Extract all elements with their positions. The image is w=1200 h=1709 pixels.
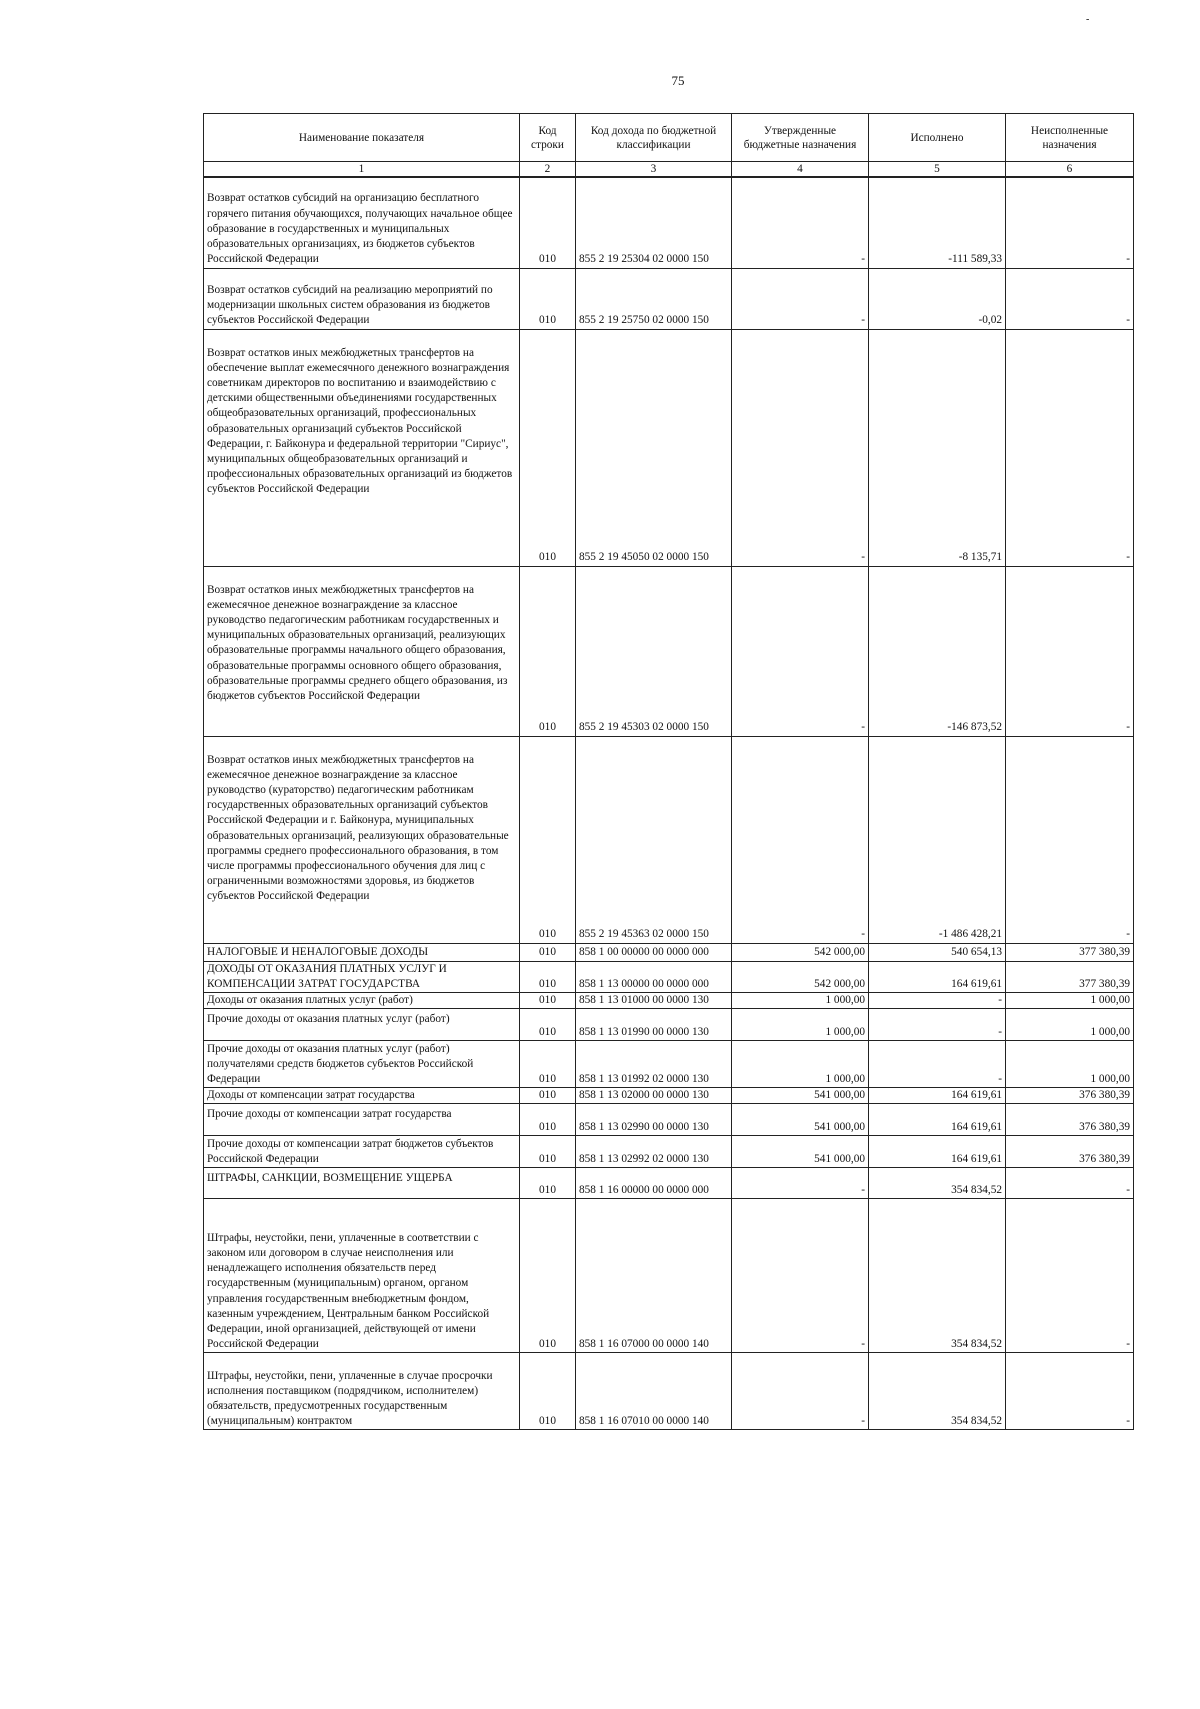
approved-amount: - [732, 268, 869, 329]
row-code: 010 [520, 177, 576, 268]
budget-code: 858 1 13 02000 00 0000 130 [576, 1088, 732, 1104]
approved-amount: 1 000,00 [732, 1009, 869, 1041]
row-name: ШТРАФЫ, САНКЦИИ, ВОЗМЕЩЕНИЕ УЩЕРБА [204, 1168, 520, 1199]
approved-amount: 1 000,00 [732, 992, 869, 1008]
column-number: 5 [869, 162, 1006, 178]
unexecuted-amount: - [1006, 1199, 1134, 1353]
approved-amount: 541 000,00 [732, 1104, 869, 1136]
column-number: 4 [732, 162, 869, 178]
row-name: Прочие доходы от оказания платных услуг (работ) получателями средств бюджетов субъектов Российской Федерации [204, 1041, 520, 1088]
executed-amount: 164 619,61 [869, 1136, 1006, 1168]
column-number: 1 [204, 162, 520, 178]
unexecuted-amount: 1 000,00 [1006, 1041, 1134, 1088]
executed-amount: - [869, 1041, 1006, 1088]
table-row [204, 177, 1134, 268]
row-name: Прочие доходы от оказания платных услуг (работ) [204, 1009, 520, 1041]
unexecuted-amount: 376 380,39 [1006, 1088, 1134, 1104]
budget-code: 858 1 13 01000 00 0000 130 [576, 992, 732, 1008]
table-row [204, 1088, 1134, 1104]
executed-amount: 354 834,52 [869, 1353, 1006, 1430]
executed-amount: 164 619,61 [869, 961, 1006, 992]
table-row [204, 992, 1134, 1008]
row-code: 010 [520, 1104, 576, 1136]
approved-amount: - [732, 566, 869, 736]
header-executed: Исполнено [869, 114, 1006, 162]
executed-amount: 354 834,52 [869, 1199, 1006, 1353]
unexecuted-amount: 377 380,39 [1006, 961, 1134, 992]
row-name: ДОХОДЫ ОТ ОКАЗАНИЯ ПЛАТНЫХ УСЛУГ И КОМПЕНСАЦИИ ЗАТРАТ ГОСУДАРСТВА [204, 961, 520, 992]
row-code: 010 [520, 1136, 576, 1168]
executed-amount: 540 654,13 [869, 943, 1006, 961]
budget-code: 855 2 19 45303 02 0000 150 [576, 566, 732, 736]
unexecuted-amount: - [1006, 1168, 1134, 1199]
row-code: 010 [520, 329, 576, 566]
table-row [204, 1041, 1134, 1088]
unexecuted-amount: - [1006, 736, 1134, 943]
approved-amount: 542 000,00 [732, 961, 869, 992]
row-name: Возврат остатков иных межбюджетных трансфертов на ежемесячное денежное вознаграждение за классное руководство (кураторство) педагогическим работникам государственных образовательных организаций субъектов Российской Федерации и г. Байконура, муниципальных образовательных организаций, реализующих образовательные программы среднего профессионального образования, в том числе программы профессионального обучения для лиц с ограниченными возможностями здоровья, из бюджетов субъектов Российской Федерации [204, 736, 520, 943]
table-row [204, 1168, 1134, 1199]
row-name: Возврат остатков субсидий на организацию бесплатного горячего питания обучающихся, получающих начальное общее образование в государственных и муниципальных образовательных организациях, из бюджетов субъектов Российской Федерации [204, 177, 520, 268]
budget-code: 855 2 19 25750 02 0000 150 [576, 268, 732, 329]
table-row [204, 329, 1134, 566]
table-row [204, 736, 1134, 943]
row-name: Доходы от компенсации затрат государства [204, 1088, 520, 1104]
unexecuted-amount: 1 000,00 [1006, 1009, 1134, 1041]
row-name: Штрафы, неустойки, пени, уплаченные в соответствии с законом или договором в случае неисполнения или ненадлежащего исполнения обязательств перед государственным (муниципальным) органом, органом управления государственным внебюджетным фондом, казенным учреждением, Центральным банком Российской Федерации, иной организацией, действующей от имени Российской Федерации [204, 1199, 520, 1353]
page-number: 75 [671, 73, 685, 88]
executed-amount: -111 589,33 [869, 177, 1006, 268]
unexecuted-amount: 376 380,39 [1006, 1136, 1134, 1168]
row-name: Штрафы, неустойки, пени, уплаченные в случае просрочки исполнения поставщиком (подрядчиком, исполнителем) обязательств, предусмотренных государственным (муниципальным) контрактом [204, 1353, 520, 1430]
header-row [204, 114, 1134, 162]
row-name: НАЛОГОВЫЕ И НЕНАЛОГОВЫЕ ДОХОДЫ [204, 943, 520, 961]
table-row [204, 1009, 1134, 1041]
approved-amount: - [732, 736, 869, 943]
approved-amount: - [732, 1353, 869, 1430]
corner-mark: - [1086, 14, 1090, 25]
column-number: 6 [1006, 162, 1134, 178]
table-row [204, 1136, 1134, 1168]
budget-execution-table [203, 113, 1134, 1430]
table-row [204, 943, 1134, 961]
approved-amount: 541 000,00 [732, 1136, 869, 1168]
budget-code: 858 1 13 02990 00 0000 130 [576, 1104, 732, 1136]
table-row [204, 1353, 1134, 1430]
row-code: 010 [520, 566, 576, 736]
unexecuted-amount: - [1006, 566, 1134, 736]
row-code: 010 [520, 268, 576, 329]
column-number-row [204, 162, 1134, 178]
executed-amount: -0,02 [869, 268, 1006, 329]
executed-amount: -146 873,52 [869, 566, 1006, 736]
budget-code: 855 2 19 25304 02 0000 150 [576, 177, 732, 268]
budget-code: 858 1 00 00000 00 0000 000 [576, 943, 732, 961]
executed-amount: 164 619,61 [869, 1088, 1006, 1104]
row-name: Возврат остатков иных межбюджетных трансфертов на ежемесячное денежное вознаграждение за классное руководство педагогическим работникам государственных и муниципальных образовательных организаций, реализующих образовательные программы начального общего образования, образовательные программы основного общего образования, образовательные программы среднего общего образования, из бюджетов субъектов Российской Федерации [204, 566, 520, 736]
row-name: Прочие доходы от компенсации затрат государства [204, 1104, 520, 1136]
approved-amount: - [732, 1168, 869, 1199]
header-unexecuted: Неисполненные назначения [1006, 114, 1134, 162]
executed-amount: - [869, 1009, 1006, 1041]
budget-code: 858 1 13 01992 02 0000 130 [576, 1041, 732, 1088]
budget-code: 858 1 16 07010 00 0000 140 [576, 1353, 732, 1430]
executed-amount: - [869, 992, 1006, 1008]
row-code: 010 [520, 1168, 576, 1199]
row-code: 010 [520, 943, 576, 961]
table-row [204, 1199, 1134, 1353]
executed-amount: -8 135,71 [869, 329, 1006, 566]
approved-amount: - [732, 177, 869, 268]
unexecuted-amount: - [1006, 1353, 1134, 1430]
row-code: 010 [520, 961, 576, 992]
unexecuted-amount: - [1006, 268, 1134, 329]
budget-code: 858 1 13 01990 00 0000 130 [576, 1009, 732, 1041]
budget-code: 855 2 19 45363 02 0000 150 [576, 736, 732, 943]
row-code: 010 [520, 1088, 576, 1104]
approved-amount: 541 000,00 [732, 1088, 869, 1104]
header-budget-code: Код дохода по бюджетной классификации [576, 114, 732, 162]
row-code: 010 [520, 992, 576, 1008]
table-row [204, 566, 1134, 736]
row-name: Прочие доходы от компенсации затрат бюджетов субъектов Российской Федерации [204, 1136, 520, 1168]
row-code: 010 [520, 1041, 576, 1088]
budget-code: 858 1 13 00000 00 0000 000 [576, 961, 732, 992]
budget-code: 855 2 19 45050 02 0000 150 [576, 329, 732, 566]
executed-amount: 354 834,52 [869, 1168, 1006, 1199]
table-row [204, 1104, 1134, 1136]
header-approved: Утвержденные бюджетные назначения [732, 114, 869, 162]
approved-amount: 1 000,00 [732, 1041, 869, 1088]
approved-amount: - [732, 329, 869, 566]
header-name: Наименование показателя [204, 114, 520, 162]
table-row [204, 961, 1134, 992]
unexecuted-amount: 377 380,39 [1006, 943, 1134, 961]
header-row-code: Код строки [520, 114, 576, 162]
budget-code: 858 1 16 00000 00 0000 000 [576, 1168, 732, 1199]
table-row [204, 268, 1134, 329]
unexecuted-amount: 1 000,00 [1006, 992, 1134, 1008]
unexecuted-amount: - [1006, 177, 1134, 268]
row-name: Доходы от оказания платных услуг (работ) [204, 992, 520, 1008]
row-name: Возврат остатков субсидий на реализацию мероприятий по модернизации школьных систем образования из бюджетов субъектов Российской Федерации [204, 268, 520, 329]
budget-code: 858 1 13 02992 02 0000 130 [576, 1136, 732, 1168]
row-code: 010 [520, 1009, 576, 1041]
row-code: 010 [520, 736, 576, 943]
unexecuted-amount: - [1006, 329, 1134, 566]
column-number: 3 [576, 162, 732, 178]
approved-amount: - [732, 1199, 869, 1353]
executed-amount: -1 486 428,21 [869, 736, 1006, 943]
column-number: 2 [520, 162, 576, 178]
approved-amount: 542 000,00 [732, 943, 869, 961]
budget-code: 858 1 16 07000 00 0000 140 [576, 1199, 732, 1353]
row-code: 010 [520, 1353, 576, 1430]
row-code: 010 [520, 1199, 576, 1353]
row-name: Возврат остатков иных межбюджетных трансфертов на обеспечение выплат ежемесячного денежного вознаграждения советникам директоров по воспитанию и взаимодействию с детскими общественными объединениями государственных общеобразовательных организаций, профессиональных образовательных организаций субъектов Российской Федерации, г. Байконура и федеральной территории "Сириус", муниципальных общеобразовательных организаций и профессиональных образовательных организаций из бюджетов субъектов Российской Федерации [204, 329, 520, 566]
unexecuted-amount: 376 380,39 [1006, 1104, 1134, 1136]
executed-amount: 164 619,61 [869, 1104, 1006, 1136]
